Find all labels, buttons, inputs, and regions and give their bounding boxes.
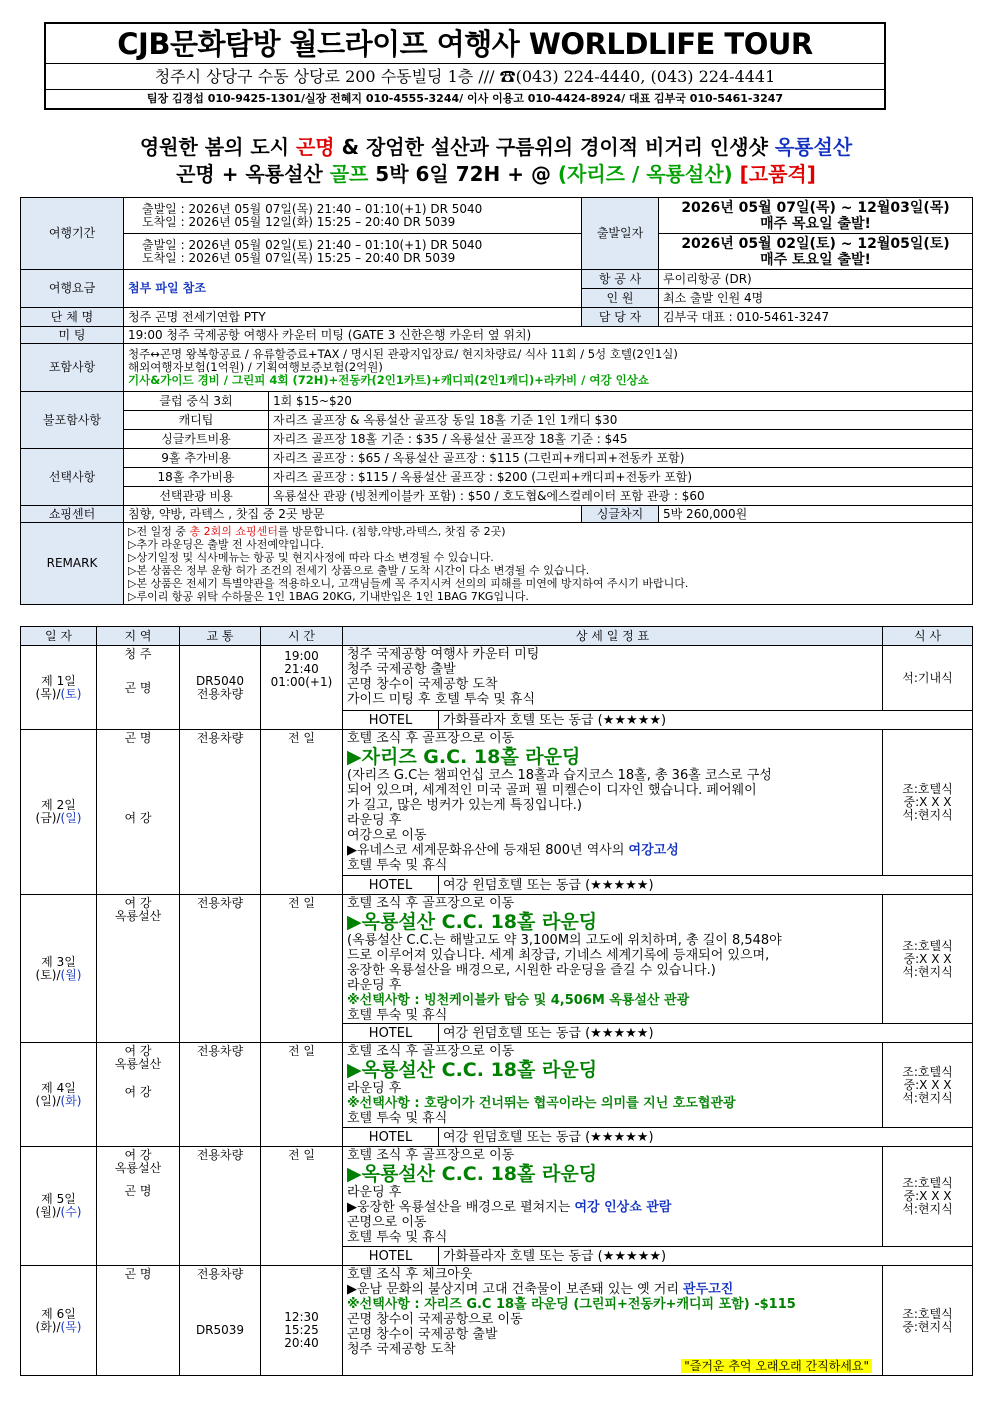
- day-2-transport: 전용차량: [180, 730, 261, 895]
- day-4-time: 전 일: [261, 1043, 343, 1147]
- depdate-label: 출발일자: [582, 198, 659, 270]
- airline-value: 루이리항공 (DR): [659, 270, 973, 289]
- hotel-label: HOTEL: [343, 876, 439, 895]
- hotel-label: HOTEL: [343, 1024, 439, 1043]
- excl-key: 캐디팁: [124, 411, 269, 430]
- period-2: 출발일 : 2026년 05월 02일(토) 21:40 – 01:10(+1) DR 5040 도착일 : 2026년 05월 07일(목) 15:25 – 20:40 DR 5039: [124, 234, 582, 270]
- excl-label: 불포함사항: [21, 392, 124, 449]
- incl-value: 청주↔곤명 왕복항공료 / 유류할증료+TAX / 명시된 관광지입장료/ 현지차량료/ 식사 11회 / 5성 호텔(2인1실) 해외여행자보험(1억원) / 기획여행보증보험(2억원) 기사&가이드 경비 / 그린피 4회 (72H)+전동카(2인1카트)+캐디피(2인1캐디)+라카비 / 여강 인상쇼: [124, 344, 973, 392]
- day-6-meal: 조:호텔식 중:현지식: [883, 1266, 973, 1376]
- day-1-detail: 청주 국제공항 여행사 카운터 미팅 청주 국제공항 출발 곤명 창수이 국제공항 도착 가이드 미팅 후 호텔 투숙 및 휴식: [343, 646, 883, 711]
- day-2-region: 곤 명 여 강: [97, 730, 180, 895]
- single-value: 5박 260,000원: [659, 506, 973, 523]
- col-transport: 교 통: [180, 627, 261, 646]
- day-5-transport: 전용차량: [180, 1147, 261, 1266]
- day-5: 제 5일 (월)/(수): [21, 1147, 97, 1266]
- day-1-transport: DR5040 전용차량: [180, 646, 261, 730]
- day-1-region: 청 주 곤 명: [97, 646, 180, 730]
- day-4-region: 여 강 옥룡설산 여 강: [97, 1043, 180, 1147]
- headline-2: 곤명 + 옥룡설산 골프 5박 6일 72H + @ (자리즈 / 옥룡설산) [고품격]: [176, 162, 816, 186]
- col-time: 시 간: [261, 627, 343, 646]
- single-label: 싱글차지: [582, 506, 659, 523]
- day-6: 제 6일 (화)/(목): [21, 1266, 97, 1376]
- day-2-hotel: 여강 윈덤호텔 또는 동급 (★★★★★): [439, 876, 973, 895]
- day-4-detail: 호텔 조식 후 골프장으로 이동 ▶옥룡설산 C.C. 18홀 라운딩 라운딩 후 ※선택사항 : 호랑이가 건너뛰는 협곡이라는 의미를 지닌 호도협관광 호텔 투숙 및 휴식: [343, 1043, 883, 1128]
- day-5-time: 전 일: [261, 1147, 343, 1266]
- company-name: CJB문화탐방 월드라이프 여행사 WORLDLIFE TOUR: [46, 24, 884, 64]
- day-2-detail: 호텔 조식 후 골프장으로 이동 ▶자리즈 G.C. 18홀 라운딩 (자리즈 G.C는 챔피언십 코스 18홀과 습지코스 18홀, 총 36홀 코스로 구성 되어 있으며, 세계적인 미국 골퍼 필 미켈슨이 디자인 했습니다. 페어웨이 가 길고, 많은 벙커가 있는게 특징입니다.) 라운딩 후 여강으로 이동 ▶유네스코 세계문화유산에 등재된 800년 역사의 여강고성 호텔 투숙 및 휴식: [343, 730, 883, 876]
- hotel-label: HOTEL: [343, 1247, 439, 1266]
- hotel-label: HOTEL: [343, 711, 439, 730]
- opt-value: 자리즈 골프장 : $65 / 옥룡설산 골프장 : $115 (그린피+캐디피+전동카 포함): [269, 449, 973, 468]
- pax-value: 최소 출발 인원 4명: [659, 289, 973, 308]
- col-region: 지 역: [97, 627, 180, 646]
- day-4-transport: 전용차량: [180, 1043, 261, 1147]
- shop-label: 쇼핑센터: [21, 506, 124, 523]
- day-6-detail: 호텔 조식 후 체크아웃 ▶운남 문화의 불상지며 고대 건축물이 보존돼 있는 옛 거리 관두고진 ※선택사항 : 자리즈 G.C 18홀 라운딩 (그린피+전동카+캐디피 포함) -$115 곤명 창수이 국제공항으로 이동 곤명 창수이 국제공항 출발 청주 국제공항 도착 "즐거운 추억 오래오래 간직하세요": [343, 1266, 883, 1376]
- meet-label: 미 팅: [21, 327, 124, 344]
- company-header: [44, 22, 886, 110]
- remark-list: ▷전 일정 중 총 2회의 쇼핑센터를 방문합니다. (침향,약방,라텍스, 찻집 중 2곳) ▷추가 라운딩은 출발 전 사전예약입니다. ▷상기일정 및 식사메뉴는 항공 및 현지사정에 따라 다소 변경될 수 있습니다. ▷본 상품은 정부 운항 허가 조건의 전세기 상품으로 출발 / 도착 시간이 다소 변경될 수 있습니다. ▷본 상품은 전세기 특별약관을 적용하오니, 고객님들께 꼭 주지시켜 선의의 피해를 미연에 방지하여 주시기 바랍니다. ▷루이리 항공 위탁 수하물은 1인 1BAG 20KG, 기내반입은 1인 1BAG 7KG입니다.: [124, 523, 973, 605]
- day-3-transport: 전용차량: [180, 895, 261, 1043]
- day-3-detail: 호텔 조식 후 골프장으로 이동 ▶옥룡설산 C.C. 18홀 라운딩 (옥룡설산 C.C.는 해발고도 약 3,100M의 고도에 위치하며, 총 길이 8,548야 드로 이루어져 있습니다. 세계 최장급, 기네스 세계기록에 등재되어 있으며, 웅장한 옥룡설산을 배경으로, 시원한 라운딩을 즐길 수 있습니다.) 라운딩 후 ※선택사항 : 빙천케이블카 탑승 및 4,506M 옥룡설산 관광 호텔 투숙 및 휴식: [343, 895, 883, 1024]
- opt-label: 선택사항: [21, 449, 124, 506]
- day-3-hotel: 여강 윈덤호텔 또는 동급 (★★★★★): [439, 1024, 973, 1043]
- day-4-hotel: 여강 윈덤호텔 또는 동급 (★★★★★): [439, 1128, 973, 1147]
- period-1: 출발일 : 2026년 05월 07일(목) 21:40 – 01:10(+1) DR 5040 도착일 : 2026년 05월 12일(화) 15:25 – 20:40 DR 5039: [124, 198, 582, 234]
- day-3-region: 여 강 옥룡설산: [97, 895, 180, 1043]
- airline-label: 항 공 사: [582, 270, 659, 289]
- remark-label: REMARK: [21, 523, 124, 605]
- day-3-meal: 조:호텔식 중:X X X 석:현지식: [883, 895, 973, 1024]
- shop-value: 침향, 약방, 라텍스 , 찻집 중 2곳 방문: [124, 506, 582, 523]
- day-6-region: 곤 명: [97, 1266, 180, 1376]
- period-label: 여행기간: [21, 198, 124, 270]
- day-6-transport: 전용차량 DR5039: [180, 1266, 261, 1376]
- day-2-meal: 조:호텔식 중:X X X 석:현지식: [883, 730, 973, 876]
- day-5-region: 여 강 옥룡설산 곤 명: [97, 1147, 180, 1266]
- depart-thursday: 2026년 05월 07일(목) ~ 12월03일(목) 매주 목요일 출발!: [659, 198, 973, 234]
- headline-1: 영원한 봄의 도시 곤명 & 장엄한 설산과 구름위의 경이적 비거리 인생샷 옥룡설산: [139, 135, 853, 159]
- day-6-time: 12:30 15:25 20:40: [261, 1266, 343, 1376]
- day-1: 제 1일 (목)/(토): [21, 646, 97, 730]
- opt-key: 18홀 추가비용: [124, 468, 269, 487]
- manager-label: 담 당 자: [582, 308, 659, 327]
- opt-value: 자리즈 골프장 : $115 / 옥룡설산 골프장 : $200 (그린피+캐디피+전동카 포함): [269, 468, 973, 487]
- excl-key: 클럽 중식 3회: [124, 392, 269, 411]
- incl-label: 포함사항: [21, 344, 124, 392]
- day-3-time: 전 일: [261, 895, 343, 1043]
- day-3: 제 3일 (토)/(월): [21, 895, 97, 1043]
- closing-note: "즐거운 추억 오래오래 간직하세요": [681, 1359, 872, 1373]
- day-5-meal: 조:호텔식 중:X X X 석:현지식: [883, 1147, 973, 1247]
- opt-key: 9홀 추가비용: [124, 449, 269, 468]
- col-detail: 상 세 일 정 표: [343, 627, 883, 646]
- day-2-time: 전 일: [261, 730, 343, 895]
- fare-value: 첨부 파일 참조: [124, 270, 582, 308]
- staff-contacts: 팀장 김경섭 010-9425-1301/실장 전혜지 010-4555-3244/ 이사 이용고 010-4424-8924/ 대표 김부국 010-5461-3247: [146, 92, 784, 105]
- group-value: 청주 곤명 전세기연합 PTY: [124, 308, 582, 327]
- col-date: 일 자: [21, 627, 97, 646]
- depart-saturday: 2026년 05월 02일(토) ~ 12월05일(토) 매주 토요일 출발!: [659, 234, 973, 270]
- hotel-label: HOTEL: [343, 1128, 439, 1147]
- excl-key: 싱글카트비용: [124, 430, 269, 449]
- excl-value: 1회 $15~$20: [269, 392, 973, 411]
- day-2: 제 2일 (금)/(일): [21, 730, 97, 895]
- excl-value: 자리즈 골프장 18홀 기준 : $35 / 옥룡설산 골프장 18홀 기준 : $45: [269, 430, 973, 449]
- opt-key: 선택관광 비용: [124, 487, 269, 506]
- day-1-hotel: 가화플라자 호텔 또는 동급 (★★★★★): [439, 711, 973, 730]
- day-4-meal: 조:호텔식 중:X X X 석:현지식: [883, 1043, 973, 1128]
- day-1-meal: 석:기내식: [883, 646, 973, 711]
- excl-value: 자리즈 골프장 & 옥룡설산 골프장 동일 18홀 기준 1인 1캐디 $30: [269, 411, 973, 430]
- itinerary-table: [20, 626, 973, 1376]
- day-5-detail: 호텔 조식 후 골프장으로 이동 ▶옥룡설산 C.C. 18홀 라운딩 라운딩 후 ▶웅장한 옥룡설산을 배경으로 펼쳐지는 여강 인상쇼 관람 곤명으로 이동 호텔 투숙 및 휴식: [343, 1147, 883, 1247]
- fare-label: 여행요금: [21, 270, 124, 308]
- overview-table: [20, 197, 973, 605]
- day-5-hotel: 가화플라자 호텔 또는 동급 (★★★★★): [439, 1247, 973, 1266]
- company-address: 청주시 상당구 수동 상당로 200 수동빌딩 1층 /// ☎(043) 224-4440, (043) 224-4441: [46, 64, 884, 90]
- opt-value: 옥룡설산 관광 (빙천케이블카 포함) : $50 / 호도협&에스컬레이터 포함 관광 : $60: [269, 487, 973, 506]
- day-1-time: 19:00 21:40 01:00(+1): [261, 646, 343, 730]
- meet-value: 19:00 청주 국제공항 여행사 카운터 미팅 (GATE 3 신한은행 카운터 옆 위치): [124, 327, 973, 344]
- col-meal: 식 사: [883, 627, 973, 646]
- pax-label: 인 원: [582, 289, 659, 308]
- manager-value: 김부국 대표 : 010-5461-3247: [659, 308, 973, 327]
- group-label: 단 체 명: [21, 308, 124, 327]
- day-4: 제 4일 (일)/(화): [21, 1043, 97, 1147]
